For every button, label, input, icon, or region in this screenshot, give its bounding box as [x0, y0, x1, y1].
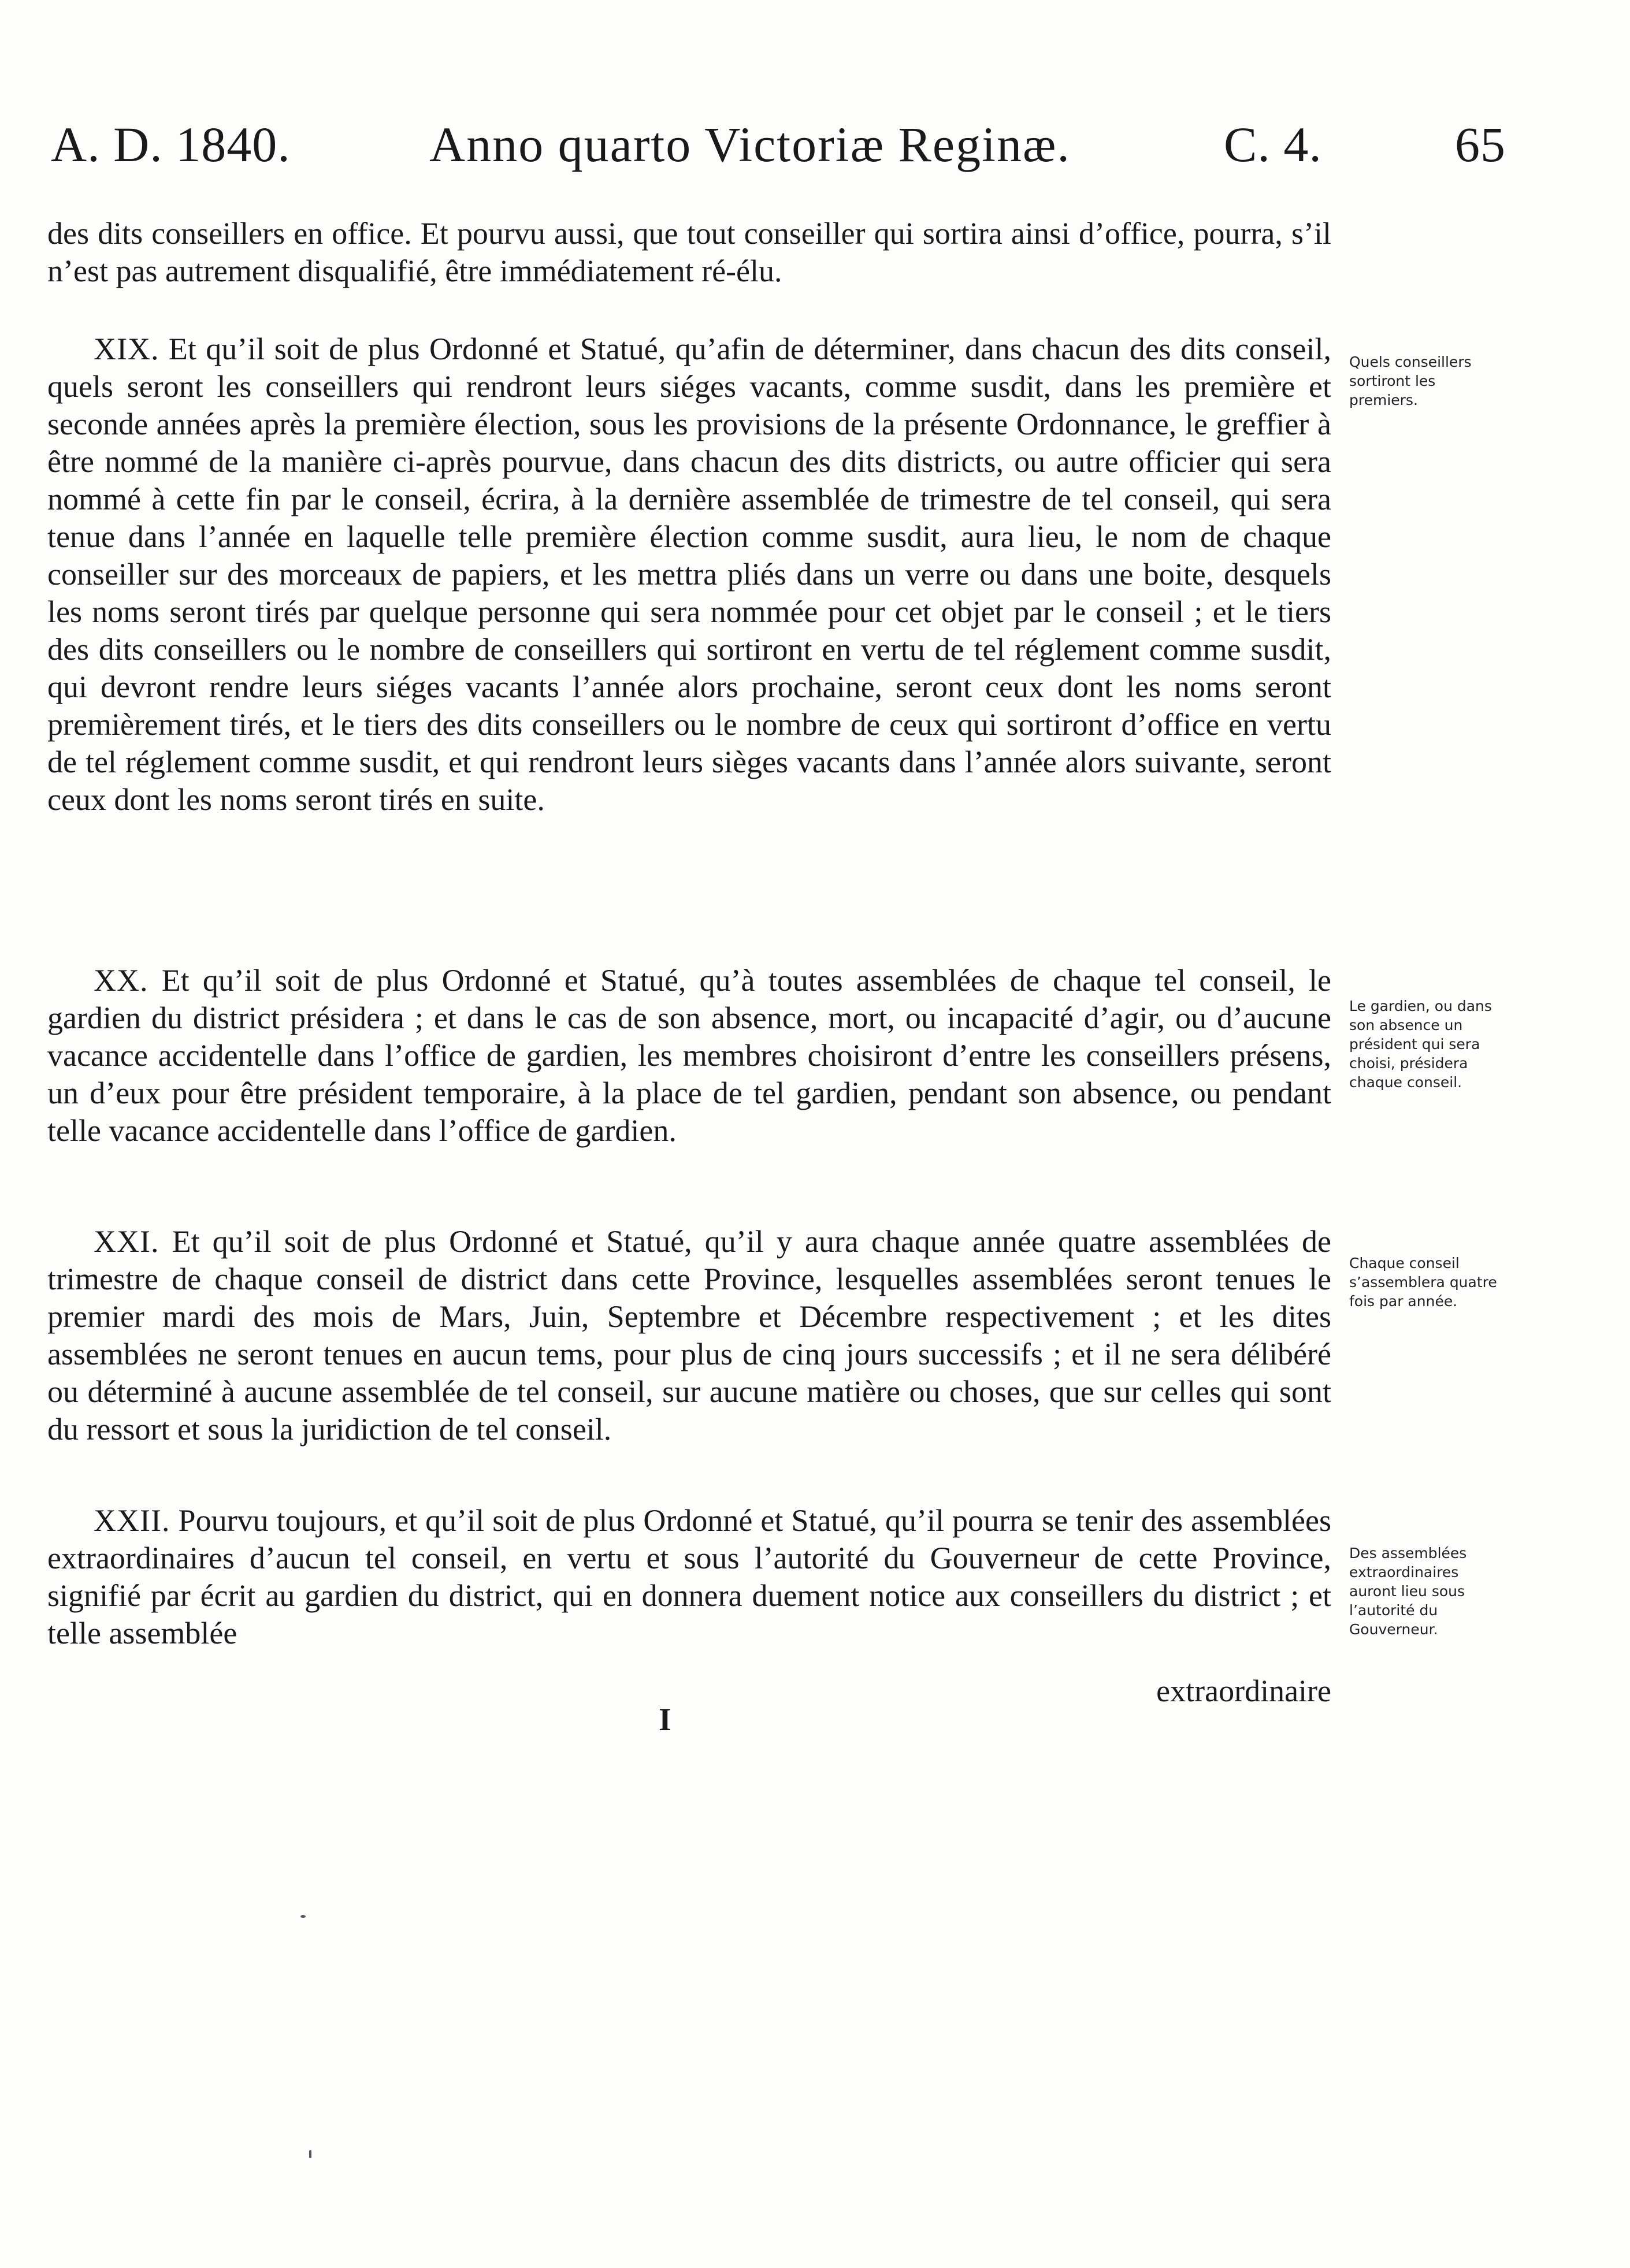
section-text: Et qu’il soit de plus Ordonné et Statué, qu’afin de déterminer, dans chacun des dits conseil, quels seront les conseillers qui rendront leurs siéges vacants, comme susdit, dans les première et seconde années après la première élection, sous les provisions de la présente Ordonnance, le greffier à être nommé de la manière ci-après pourvue, dans chacun des dits districts, ou autre officier qui sera nommé à cette fin par le conseil, écrira, à la dernière assemblée de trimestre de tel conseil, qui sera tenue dans l’année en laquelle telle première élection comme susdit, aura lieu, le nom de chaque conseiller sur des morceaux de papiers, et les mettra pliés dans un verre ou dans une boite, desquels les noms seront tirés par quelque personne qui sera nommée pour cet objet par le conseil ; et le tiers des dits conseillers ou le nombre de conseillers qui sortiront en vertu de tel réglement comme susdit, qui devront rendre leurs siéges vacants l’année alors prochaine, seront ceux dont les noms seront premièrement tirés, et le tiers des dits conseillers ou le nombre de ceux qui sortiront d’office en vertu de tel réglement comme susdit, et qui rendront leurs sièges vacants dans l’année alors suivante, seront ceux dont les noms seront tirés en suite.: [47, 332, 1331, 817]
ink-speck: [309, 2150, 311, 2158]
section-xxii: [47, 1502, 1331, 1652]
ink-speck: [300, 1915, 306, 1918]
margin-note-xxii: Des assemblées extraordinaires auront lieu sous l’autorité du Gouverneur.: [1349, 1545, 1467, 1638]
header-chapter: C. 4.: [1224, 117, 1322, 172]
section-number: XXI.: [94, 1224, 159, 1259]
section-text: Et qu’il soit de plus Ordonné et Statué, qu’il y aura chaque année quatre assemblées de trimestre de chaque conseil de district dans cette Province, lesquelles assemblées seront tenues le premier mardi des mois de Mars, Juin, Septembre et Décembre respectivement ; et les dites assemblées ne seront tenues en aucun tems, pour plus de cinq jours successifs ; et il ne sera délibéré ou déterminé à aucune assemblée de tel conseil, sur aucune matière ou choses, que sur celles qui sont du ressort et sous la juridiction de tel conseil.: [47, 1224, 1331, 1447]
section-xx: [47, 962, 1331, 1150]
section-number: XXII.: [94, 1503, 170, 1538]
margin-note-xx: Le gardien, ou dans son absence un président qui sera choisi, présidera chaque conseil.: [1349, 998, 1492, 1091]
header-title: Anno quarto Victoriæ Reginæ.: [429, 117, 1071, 172]
section-xxi: [47, 1223, 1331, 1448]
paragraph-continued: des dits conseillers en office. Et pourvu aussi, que tout conseiller qui sortira ainsi d’office, pourra, s’il n’est pas autrement disqualifié, être immédiatement ré-élu.: [47, 216, 1331, 288]
page-header: [51, 113, 1513, 176]
margin-note-xix: Quels conseillers sortiront les premiers.: [1349, 354, 1472, 408]
section-text: Pourvu toujours, et qu’il soit de plus Ordonné et Statué, qu’il pourra se tenir des assemblées extraordinaires d’aucun tel conseil, en vertu et sous l’autorité du Gouverneur de cette Province, signifié par écrit au gardien du district, qui en donnera duement notice aux conseillers du district ; et telle assemblée: [47, 1503, 1332, 1650]
signature-mark: I: [659, 1702, 671, 1738]
section-number: XIX.: [94, 332, 159, 366]
catchword: extraordinaire: [1156, 1674, 1331, 1708]
section-text: Et qu’il soit de plus Ordonné et Statué, qu’à toutes assemblées de chaque tel conseil, le gardien du district présidera ; et dans le cas de son absence, mort, ou incapacité d’agir, ou d’aucune vacance accidentelle dans l’office de gardien, les membres choisiront d’entre les conseillers présens, un d’eux pour être président temporaire, à la place de tel gardien, pendant son absence, ou pendant telle vacance accidentelle dans l’office de gardien.: [47, 963, 1331, 1148]
section-number: XX.: [94, 963, 148, 998]
section-xix: [47, 330, 1331, 819]
page-number: 65: [1455, 117, 1506, 172]
margin-note-xxi: Chaque conseil s’assemblera quatre fois par année.: [1349, 1255, 1497, 1310]
header-year: A. D. 1840.: [51, 117, 291, 172]
